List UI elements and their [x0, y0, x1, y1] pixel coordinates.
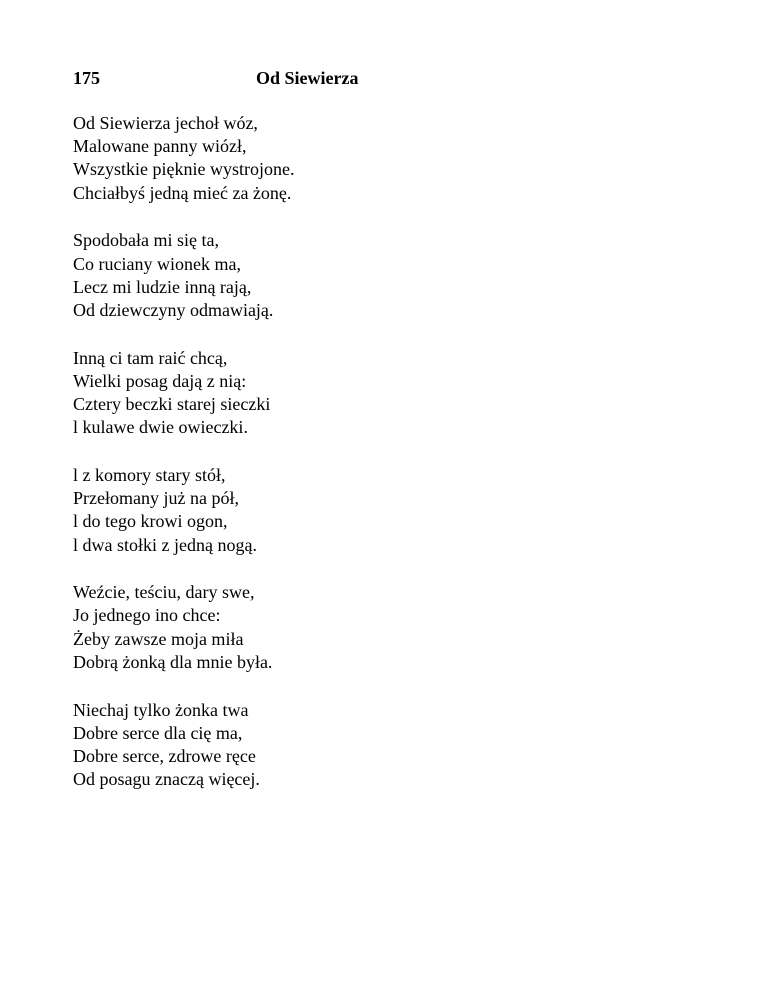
stanza	[73, 464, 693, 557]
verse-line: Cztery beczki starej sieczki	[73, 394, 271, 415]
verse-line: l do tego krowi ogon,	[73, 511, 228, 532]
verse-line: Malowane panny wiózł,	[73, 136, 247, 157]
verse-line: Wszystkie pięknie wystrojone.	[73, 159, 295, 180]
verse-line: l kulawe dwie owieczki.	[73, 417, 248, 438]
song-header	[73, 66, 473, 90]
verse-line: Dobre serce, zdrowe ręce	[73, 745, 256, 766]
verse-line: Spodobała mi się ta,	[73, 230, 219, 251]
verse-line: Dobre serce dla cię ma,	[73, 722, 243, 743]
verse-line: Chciałbyś jedną mieć za żonę.	[73, 182, 292, 203]
verse-line: Od dziewczyny odmawiają.	[73, 299, 274, 320]
poem-body	[73, 112, 693, 816]
verse-line: Weźcie, teściu, dary swe,	[73, 582, 255, 603]
verse-line: Przełomany już na pół,	[73, 488, 239, 509]
song-title: Od Siewierza	[256, 68, 359, 88]
stanza	[73, 229, 693, 322]
verse-line: Inną ci tam raić chcą,	[73, 347, 228, 368]
verse-line: l dwa stołki z jedną nogą.	[73, 534, 257, 555]
verse-line: Od posagu znaczą więcej.	[73, 769, 260, 790]
verse-line: l z komory stary stół,	[73, 464, 226, 485]
verse-line: Niechaj tylko żonka twa	[73, 699, 249, 720]
verse-line: Żeby zawsze moja miła	[73, 628, 244, 649]
verse-line: Jo jednego ino chce:	[73, 605, 221, 626]
verse-line: Lecz mi ludzie inną rają,	[73, 276, 252, 297]
verse-line: Wielki posag dają z nią:	[73, 370, 247, 391]
verse-line: Dobrą żonką dla mnie była.	[73, 651, 273, 672]
verse-line: Co ruciany wionek ma,	[73, 253, 241, 274]
stanza	[73, 347, 693, 440]
stanza	[73, 581, 693, 674]
stanza	[73, 699, 693, 792]
verse-line: Od Siewierza jechoł wóz,	[73, 113, 258, 133]
stanza	[73, 112, 693, 205]
song-number: 175	[73, 68, 100, 88]
